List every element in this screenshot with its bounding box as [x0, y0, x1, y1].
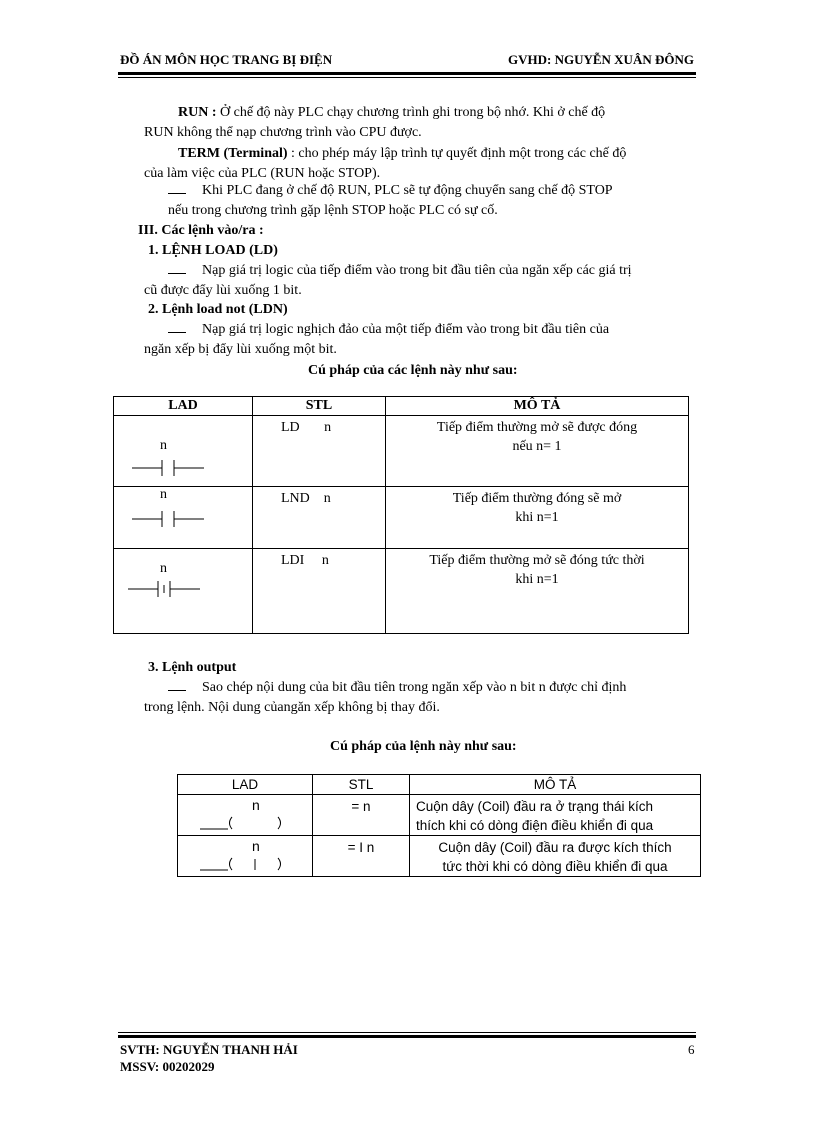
col-stl: STL: [253, 397, 386, 416]
immediate-contact-icon: [126, 579, 206, 599]
bullet-dash: [168, 678, 186, 691]
bullet-dash: [168, 181, 186, 194]
term-run: RUN :: [178, 105, 217, 120]
table-row: [114, 549, 689, 634]
description: Tiếp điểm thường đóng sẽ mở khi n=1: [452, 491, 622, 525]
output-coil-icon: [198, 815, 308, 831]
col-lad: LAD: [178, 775, 313, 795]
bullet-dash: [168, 320, 186, 333]
lad-operand: n: [252, 838, 260, 854]
col-desc: MÔ TẢ: [386, 397, 689, 416]
heading-output: 3. Lệnh output: [148, 660, 237, 675]
paragraph-ldn: Nạp giá trị logic nghịch đảo của một tiếp điểm vào trong bit đầu tiên của ngăn xếp bị đẩy lùi xuống một bit.: [144, 322, 610, 357]
col-desc: MÔ TẢ: [410, 775, 701, 795]
description: Cuộn dây (Coil) đầu ra ở trạng thái kích thích khi có dòng điện điều khiển đi qua: [416, 799, 654, 833]
lad-operand: n: [160, 561, 167, 576]
table-row: [178, 795, 701, 836]
heading-ldn: 2. Lệnh load not (LDN): [148, 302, 288, 317]
paragraph-run: RUN : Ở chế độ này PLC chạy chương trình ghi trong bộ nhớ. Khi ở chế độ RUN không thể nạp chương trình vào CPU được.: [144, 105, 606, 140]
paragraph-output: Sao chép nội dung của bit đầu tiên trong ngăn xếp vào n bit n được chỉ định trong lệnh. Nội dung củangăn xếp không bị thay đổi.: [144, 680, 627, 715]
footer-rule-thick: [118, 1035, 696, 1038]
stl-code: = I n: [347, 840, 375, 855]
stl-code: = n: [351, 799, 371, 814]
section-heading: III. Các lệnh vào/ra :: [138, 223, 264, 238]
description: Cuộn dây (Coil) đầu ra được kích thích tức thời khi có dòng điều khiển đi qua: [438, 840, 672, 874]
syntax-title-1: Cú pháp của các lệnh này như sau:: [308, 363, 518, 378]
instruction-table-2: [177, 774, 701, 877]
normally-open-contact-icon: [130, 458, 210, 478]
description: Tiếp điểm thường mở sẽ đóng tức thời khi n=1: [429, 553, 645, 587]
paragraph-stop: Khi PLC đang ở chế độ RUN, PLC sẽ tự động chuyển sang chế độ STOP nếu trong chương trình gặp lệnh STOP hoặc PLC có sự cố.: [168, 183, 613, 218]
header-rule-thick: [118, 72, 696, 75]
bullet-dash: [168, 261, 186, 274]
header-rule-thin: [118, 77, 696, 78]
page-number: 6: [688, 1042, 695, 1057]
stl-code: LND n: [281, 491, 331, 506]
immediate-output-coil-icon: [198, 856, 308, 872]
normally-closed-contact-icon: [130, 509, 210, 529]
lad-operand: n: [252, 797, 260, 813]
stl-code: LD n: [281, 420, 332, 435]
col-stl: STL: [313, 775, 410, 795]
lad-operand: n: [160, 487, 167, 502]
paragraph-ld: Nạp giá trị logic của tiếp điểm vào trong bit đầu tiên của ngăn xếp các giá trị cũ được đẩy lùi xuống 1 bit.: [144, 263, 632, 298]
heading-ld: 1. LỆNH LOAD (LD): [148, 243, 278, 258]
lad-operand: n: [160, 438, 167, 453]
table-row: [178, 836, 701, 877]
table-row: [114, 487, 689, 549]
paragraph-term: TERM (Terminal) : cho phép máy lập trình tự quyết định một trong các chế độ của làm việc của PLC (RUN hoặc STOP).: [144, 146, 627, 181]
header-left: ĐỒ ÁN MÔN HỌC TRANG BỊ ĐIỆN: [120, 52, 333, 67]
header-right: GVHD: NGUYỄN XUÂN ĐÔNG: [508, 52, 694, 67]
instruction-table-1: [113, 396, 689, 634]
syntax-title-2: Cú pháp của lệnh này như sau:: [330, 739, 517, 754]
footer-student-id: MSSV: 00202029: [120, 1059, 215, 1074]
col-lad: LAD: [114, 397, 253, 416]
footer-student: SVTH: NGUYỄN THANH HẢI: [120, 1042, 298, 1057]
footer-rule-thin: [118, 1032, 696, 1033]
table-row: [114, 416, 689, 487]
stl-code: LDI n: [281, 553, 329, 568]
term-terminal: TERM (Terminal): [178, 146, 288, 161]
description: Tiếp điểm thường mở sẽ được đóng nếu n= 1: [436, 420, 638, 454]
